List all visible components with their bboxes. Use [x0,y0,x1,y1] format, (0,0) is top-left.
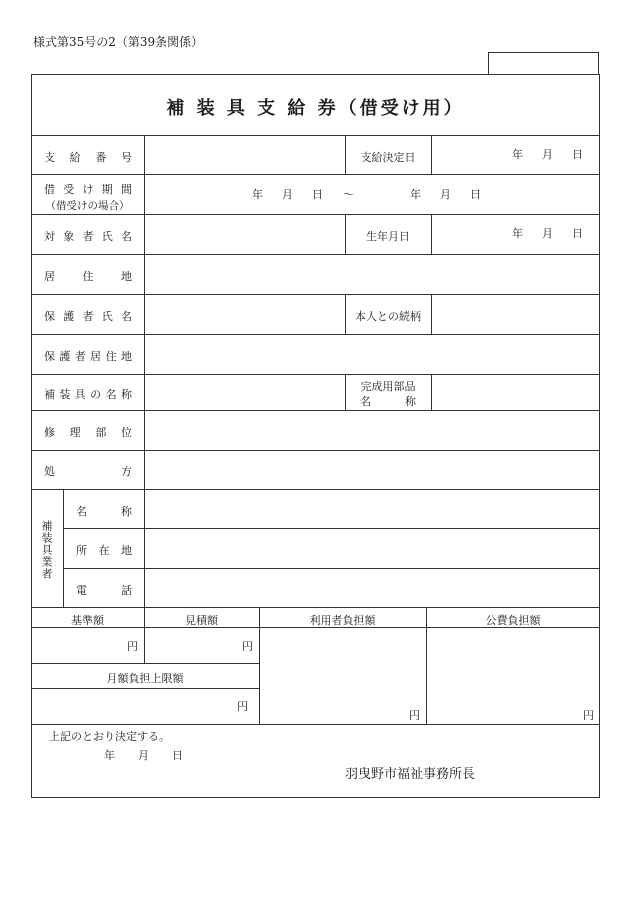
label-char: 対 [44,230,55,243]
label-char: 受 [63,183,75,196]
label-char: 居 [90,350,102,363]
label-char: 借 [44,183,55,196]
yen-unit: 円 [237,700,248,713]
label-shikyu-kettei-bi: 支給決定日 [360,151,416,164]
label-char: 者 [82,230,94,243]
date-year: 年 [512,227,523,240]
grid-line [31,254,600,255]
date-month: 月 [542,227,553,240]
label-char: 修 [44,426,55,439]
grid-line [31,688,259,689]
label-char: 補 [44,388,55,401]
form-id: 様式第35号の2（第39条関係） [33,35,204,49]
date-day: 日 [572,227,583,240]
label-char: 称 [405,395,416,408]
yen-unit: 円 [583,709,594,722]
label-char: 住 [105,350,117,363]
date-day: 日 [172,749,183,762]
date-year: 年 [104,749,115,762]
label-char: の [90,388,102,401]
label-char: 氏 [101,230,113,243]
label-char: 護 [63,310,75,323]
label-gyosha-denwa [76,582,132,598]
grid-line [431,294,432,334]
label-gyosha-shozaichi [76,542,132,558]
grid-line [31,135,600,136]
label-honnin-tono-zokugara: 本人との続柄 [355,310,421,323]
label-char: け [82,183,94,196]
grid-line [144,135,145,489]
label-char: 保 [44,350,55,363]
date-day: 日 [470,188,481,201]
label-char: 名 [105,388,117,401]
grid-line [31,334,600,335]
date-year: 年 [512,148,523,161]
label-char: 氏 [101,310,113,323]
grid-line [31,214,600,215]
label-char: 給 [69,151,81,164]
yen-unit: 円 [409,709,420,722]
label-shoho [44,463,132,479]
label-char: 装 [59,388,71,401]
label-seinengappi: 生年月日 [366,230,410,243]
label-kyojuchi [44,268,132,284]
label-hogosha-shimei [44,308,132,324]
label-char: 住 [82,270,94,283]
page-title: 補 装 具 支 給 券（借受け用） [166,98,465,119]
date-year: 年 [410,188,421,201]
label-char: 在 [98,544,110,557]
label-char: 間 [121,183,132,196]
label-gyosha: 補装具業者 [40,520,53,580]
label-getsugaku-futan-jogengaku: 月額負担上限額 [106,672,184,685]
label-char: 話 [121,584,132,597]
label-char: 所 [76,544,87,557]
label-char: 護 [59,350,71,363]
date-day: 日 [312,188,323,201]
label-char: 理 [69,426,81,439]
label-char: 保 [44,310,55,323]
grid-line [144,489,145,607]
label-char: 名 [360,395,371,408]
label-shikyu-bango [44,149,132,165]
label-char: 部 [95,426,107,439]
label-char: 具 [74,388,86,401]
label-char: 方 [121,465,132,478]
decision-text: 上記のとおり決定する。 [49,730,170,743]
label-char: 名 [76,505,87,518]
label-char: 名 [121,310,132,323]
label-char: 者 [82,310,94,323]
grid-line [31,294,600,295]
label-char: 称 [120,388,132,401]
grid-line [31,450,600,451]
grid-line [31,663,259,664]
header-mitsumorigaku: 見積額 [185,614,218,627]
label-char: 名 [121,230,132,243]
label-karuke-kikan [44,181,132,197]
label-char: 番 [95,151,107,164]
grid-line [31,724,600,725]
date-month: 月 [282,188,293,201]
date-month: 月 [440,188,451,201]
yen-unit: 円 [127,640,138,653]
label-shuri-bui [44,424,132,440]
label-char: 処 [44,465,55,478]
label-char: 者 [74,350,86,363]
label-char: 地 [120,350,132,363]
label-char: 位 [120,426,132,439]
grid-line [31,174,600,175]
label-char: 電 [76,584,87,597]
label-char: 号 [120,151,132,164]
grid-line [31,607,600,608]
date-tilde: ～ [343,188,354,201]
grid-line [31,374,600,375]
label-taishosha-shimei [44,228,132,244]
label-hosogu-meisho [44,386,132,402]
grid-line [431,374,432,410]
label-char: 称 [121,505,132,518]
date-day: 日 [572,148,583,161]
label-kanseiyo-buhin: 完成用部品 [360,380,416,393]
yen-unit: 円 [242,640,253,653]
header-kijungaku: 基準額 [71,614,104,627]
grid-line [31,489,600,490]
date-year: 年 [252,188,263,201]
header-riyosha-futangaku: 利用者負担額 [309,614,376,627]
label-char: 地 [121,270,132,283]
grid-line [431,214,432,254]
grid-line [431,135,432,174]
grid-line [31,410,600,411]
date-month: 月 [138,749,149,762]
label-gyosha-meisho [76,503,132,519]
label-char: 支 [44,151,55,164]
label-karuke-note: （借受けの場合） [45,200,130,212]
grid-line [63,489,64,607]
date-month: 月 [542,148,553,161]
label-char: 地 [121,544,132,557]
corner-box [488,52,599,75]
label-kanseiyo-meisho [360,393,416,409]
label-char: 象 [63,230,75,243]
header-kohi-futangaku: 公費負担額 [485,614,541,627]
label-hogosha-kyojuchi [44,348,132,364]
label-char: 居 [44,270,55,283]
label-char: 期 [101,183,113,196]
issuer: 羽曳野市福祉事務所長 [345,767,476,782]
